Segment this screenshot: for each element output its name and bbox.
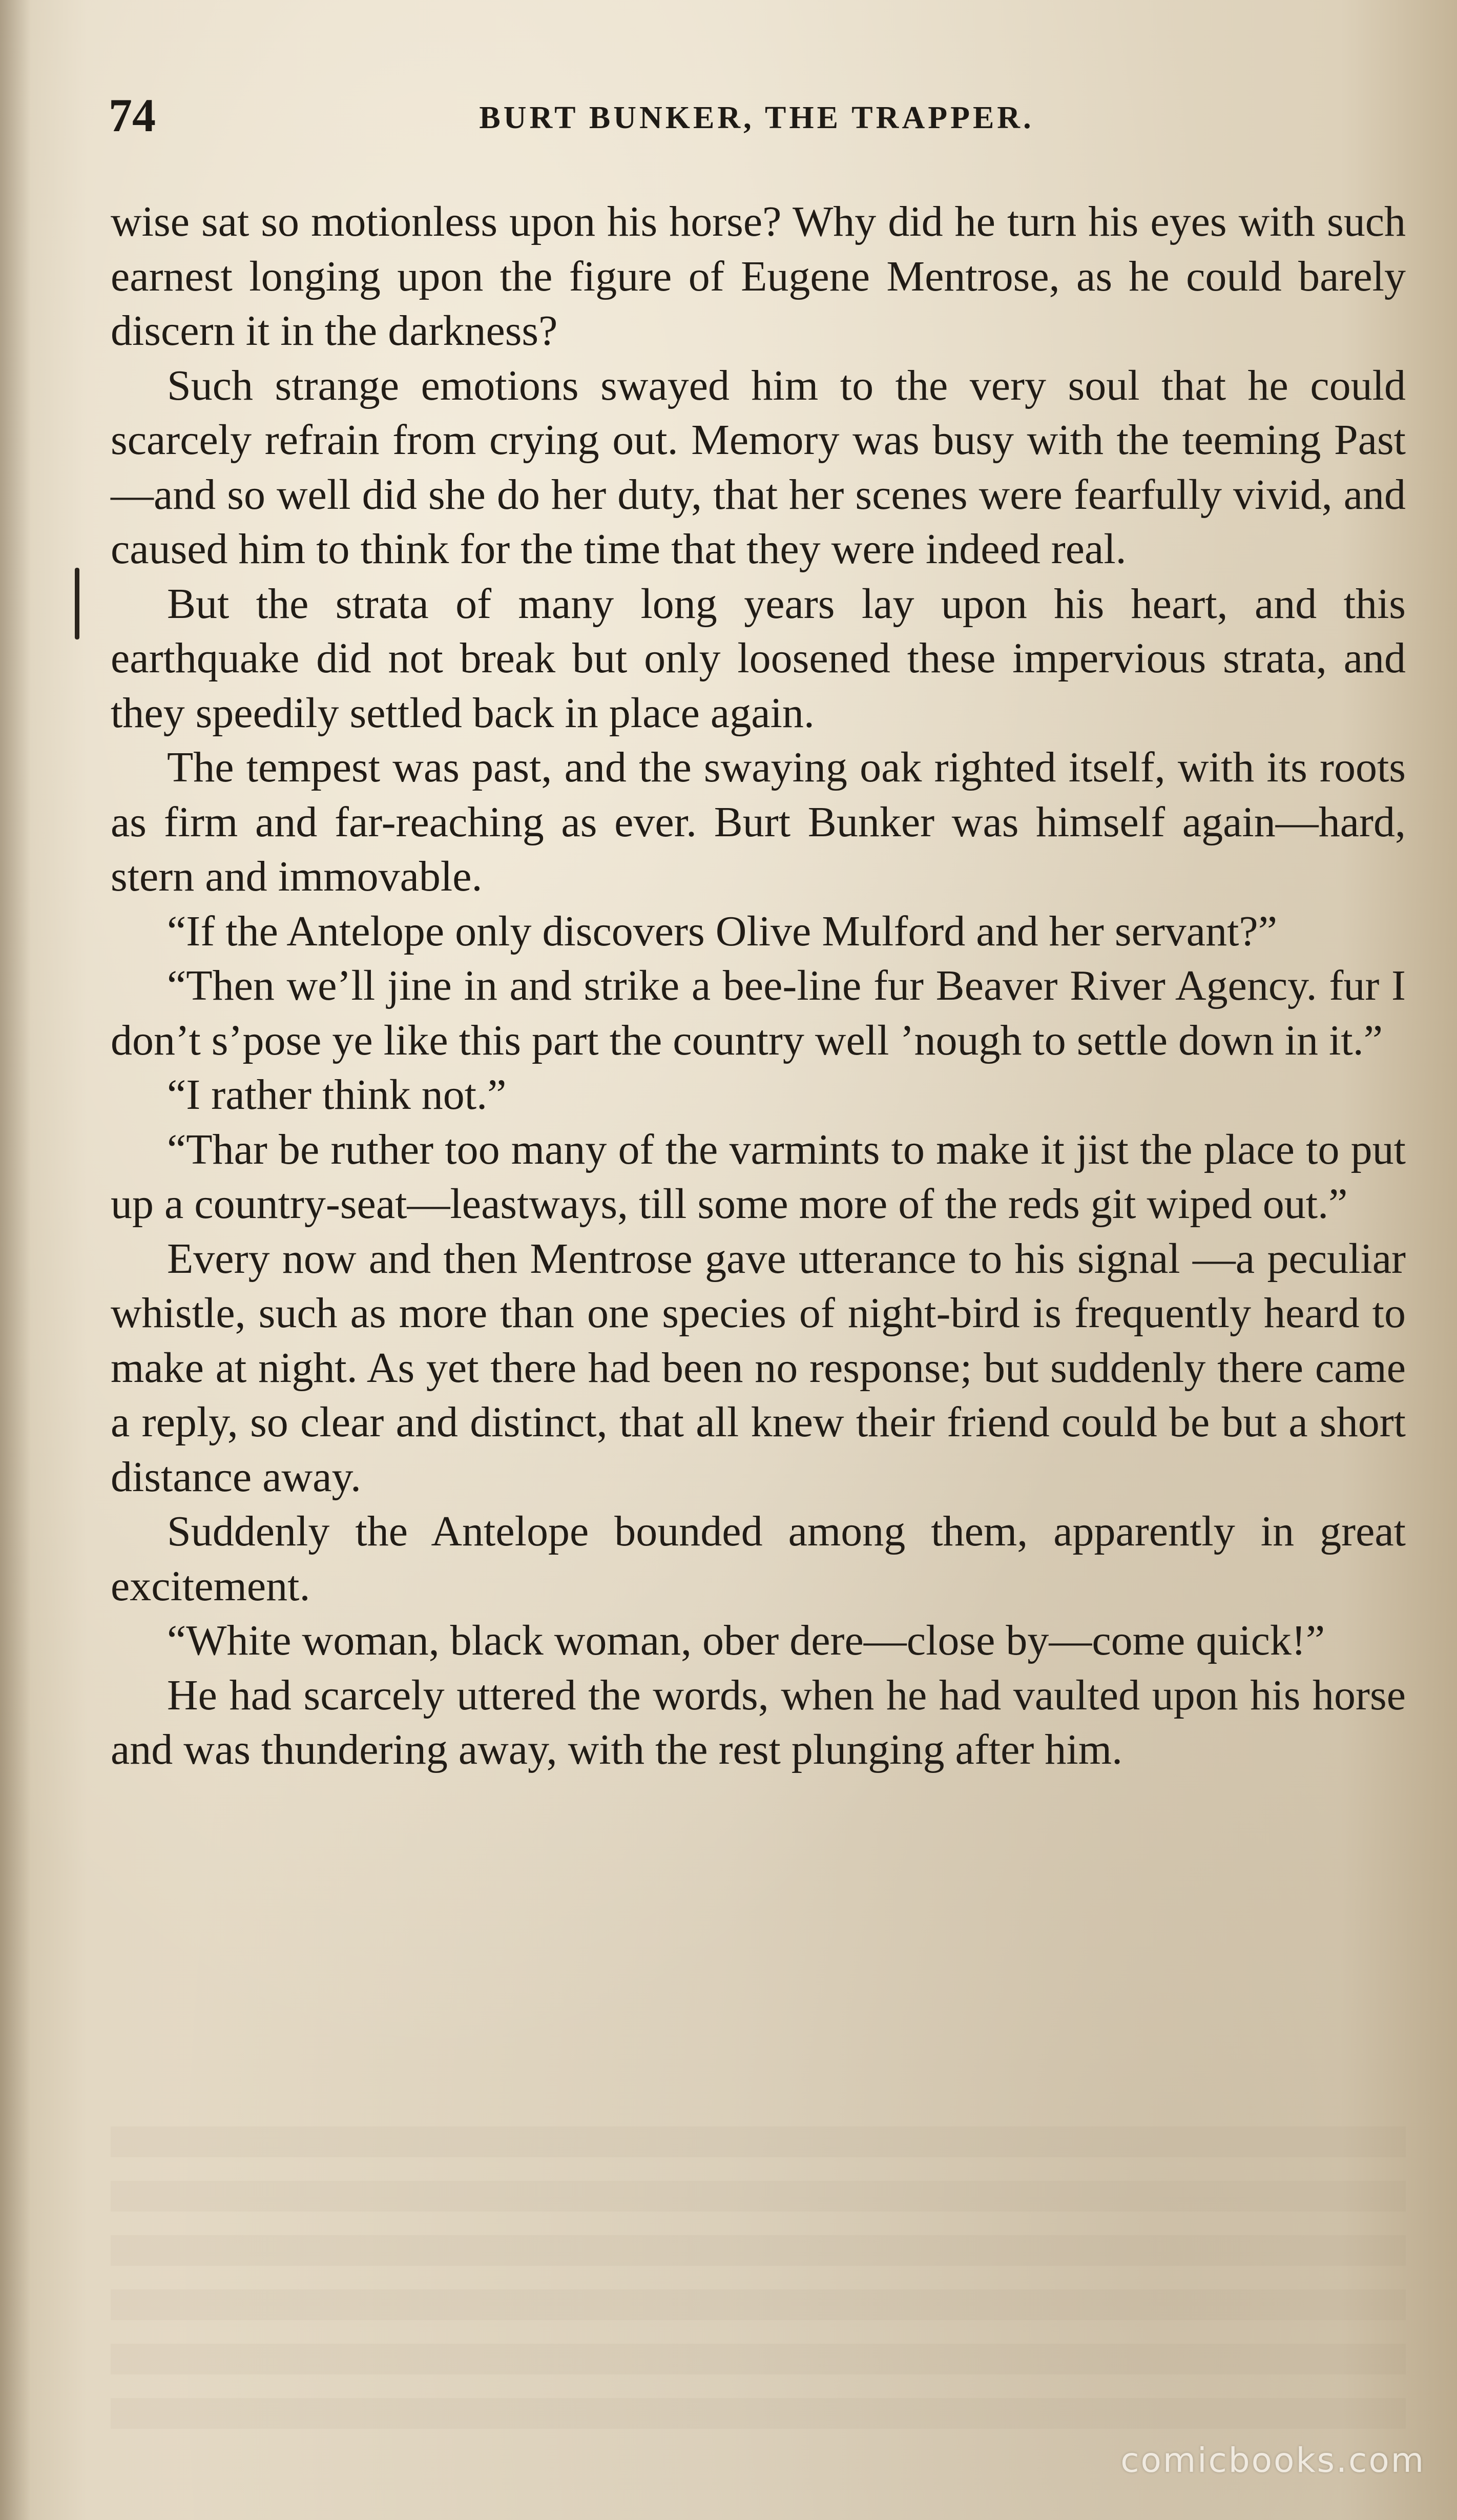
- paragraph: Every now and then Mentrose gave utterance to his signal —a peculiar whistle, such as more than one species of night-bird is frequently heard to make at night. As yet there had been no response; but suddenly there came a reply, so clear and distinct, that all knew their friend could be but a short distance away.: [111, 1234, 1406, 1501]
- paragraph: The tempest was past, and the swaying oak righted itself, with its roots as firm and far-reaching as ever. Burt Bunker was himself again—hard, stern and immovable.: [111, 743, 1406, 900]
- paragraph: wise sat so motionless upon his horse? Why did he turn his eyes with such earnest longing upon the figure of Eugene Mentrose, as he could barely discern it in the darkness?: [111, 198, 1406, 355]
- margin-pencil-mark: [75, 568, 79, 639]
- paragraph: “If the Antelope only discovers Olive Mulford and her servant?”: [167, 907, 1277, 955]
- paragraph: Suddenly the Antelope bounded among them, apparently in great excitement.: [111, 1507, 1406, 1610]
- paragraph: “Thar be ruther too many of the varmints to make it jist the place to put up a country-seat—leastways, till some more of the reds git wiped out.”: [111, 1125, 1406, 1228]
- page-header: [109, 87, 1405, 143]
- paragraph: He had scarcely uttered the words, when he had vaulted upon his horse and was thundering away, with the rest plunging after him.: [111, 1671, 1406, 1773]
- running-head: BURT BUNKER, THE TRAPPER.: [479, 100, 1034, 135]
- site-watermark: comicbooks.com: [1120, 2441, 1425, 2480]
- page-number: 74: [109, 89, 156, 141]
- bleed-through-shadow: [111, 2126, 1406, 2434]
- paragraph: Such strange emotions swayed him to the very soul that he could scarcely refrain from crying out. Memory was busy with the teeming Past—and so well did she do her duty, that her scenes were fearfully vivid, and caused him to think for the time that they were indeed real.: [111, 361, 1406, 573]
- paragraph: “I rather think not.”: [167, 1071, 507, 1119]
- page-gutter-shadow: [0, 0, 31, 2520]
- body-text: [111, 195, 1406, 1778]
- paragraph: “White woman, black woman, ober dere—close by—come quick!”: [167, 1617, 1325, 1664]
- paragraph: “Then we’ll jine in and strike a bee-line fur Beaver River Agency. fur I don’t s’pose ye like this part the country well ’nough to settle down in it.”: [111, 962, 1406, 1064]
- paragraph: But the strata of many long years lay upon his heart, and this earthquake did not break but only loosened these impervious strata, and they speedily settled back in place again.: [111, 580, 1406, 737]
